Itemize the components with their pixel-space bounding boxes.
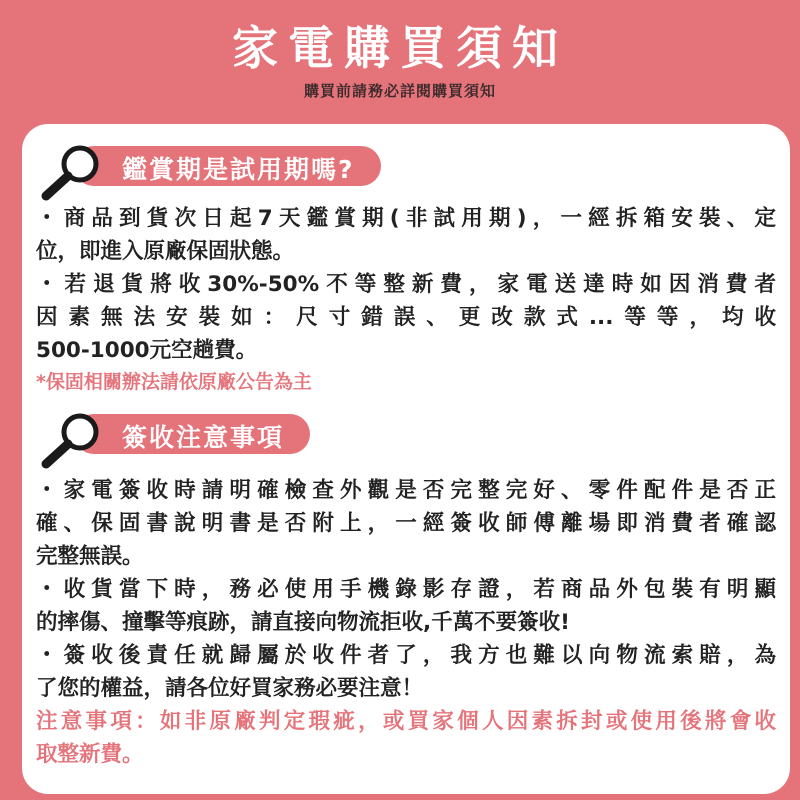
body-line: 了您的權益，請各位好買家務必要注意！ <box>36 676 424 701</box>
section-heading-label: 鑑賞期是試用期嗎? <box>74 146 381 186</box>
body-line: ・若退貨將收30%-50%不等整新費，家電送達時如因消費者 <box>36 272 776 297</box>
body-line: ・收貨當下時，務必使用手機錄影存證，若商品外包裝有明顯 <box>36 577 776 602</box>
body-line: ・家電簽收時請明確檢查外觀是否完整完好、零件配件是否正 <box>36 478 776 503</box>
body-line: 完整無誤。 <box>36 544 144 569</box>
refurb-fee-note: 注意事項：如非原廠判定瑕疵，或買家個人因素拆封或使用後將會收 <box>36 709 776 734</box>
page-subtitle: 購買前請務必詳閱購買須知 <box>303 82 496 100</box>
section-heading-trial-period <box>34 142 434 188</box>
body-line: 確、保固書說明書是否附上，一經簽收師傅離場即消費者確認 <box>36 511 776 536</box>
section-body-signing <box>36 474 776 771</box>
section-body-trial-period <box>36 202 776 397</box>
warranty-note: *保固相關辦法請依原廠公告為主 <box>36 371 312 393</box>
magnifier-icon <box>34 142 112 204</box>
body-line: 500-1000元空趟費。 <box>36 338 258 363</box>
body-line: ・商品到貨次日起7天鑑賞期(非試用期)，一經拆箱安裝、定 <box>36 206 776 231</box>
section-heading-signing <box>34 410 434 456</box>
body-line: 位，即進入原廠保固狀態。 <box>36 239 295 264</box>
page-title: 家電購買須知 <box>232 21 568 75</box>
section-heading-label: 簽收注意事項 <box>74 414 310 454</box>
notice-card <box>22 124 790 794</box>
body-line: ・簽收後責任就歸屬於收件者了，我方也難以向物流索賠，為 <box>36 643 776 668</box>
body-line: 的摔傷、撞擊等痕跡，請直接向物流拒收,千萬不要簽收! <box>36 610 570 635</box>
magnifier-icon <box>34 410 112 472</box>
refurb-fee-note: 取整新費。 <box>36 742 144 767</box>
body-line: 因素無法安裝如：尺寸錯誤、更改款式...等等，均收 <box>36 305 776 330</box>
